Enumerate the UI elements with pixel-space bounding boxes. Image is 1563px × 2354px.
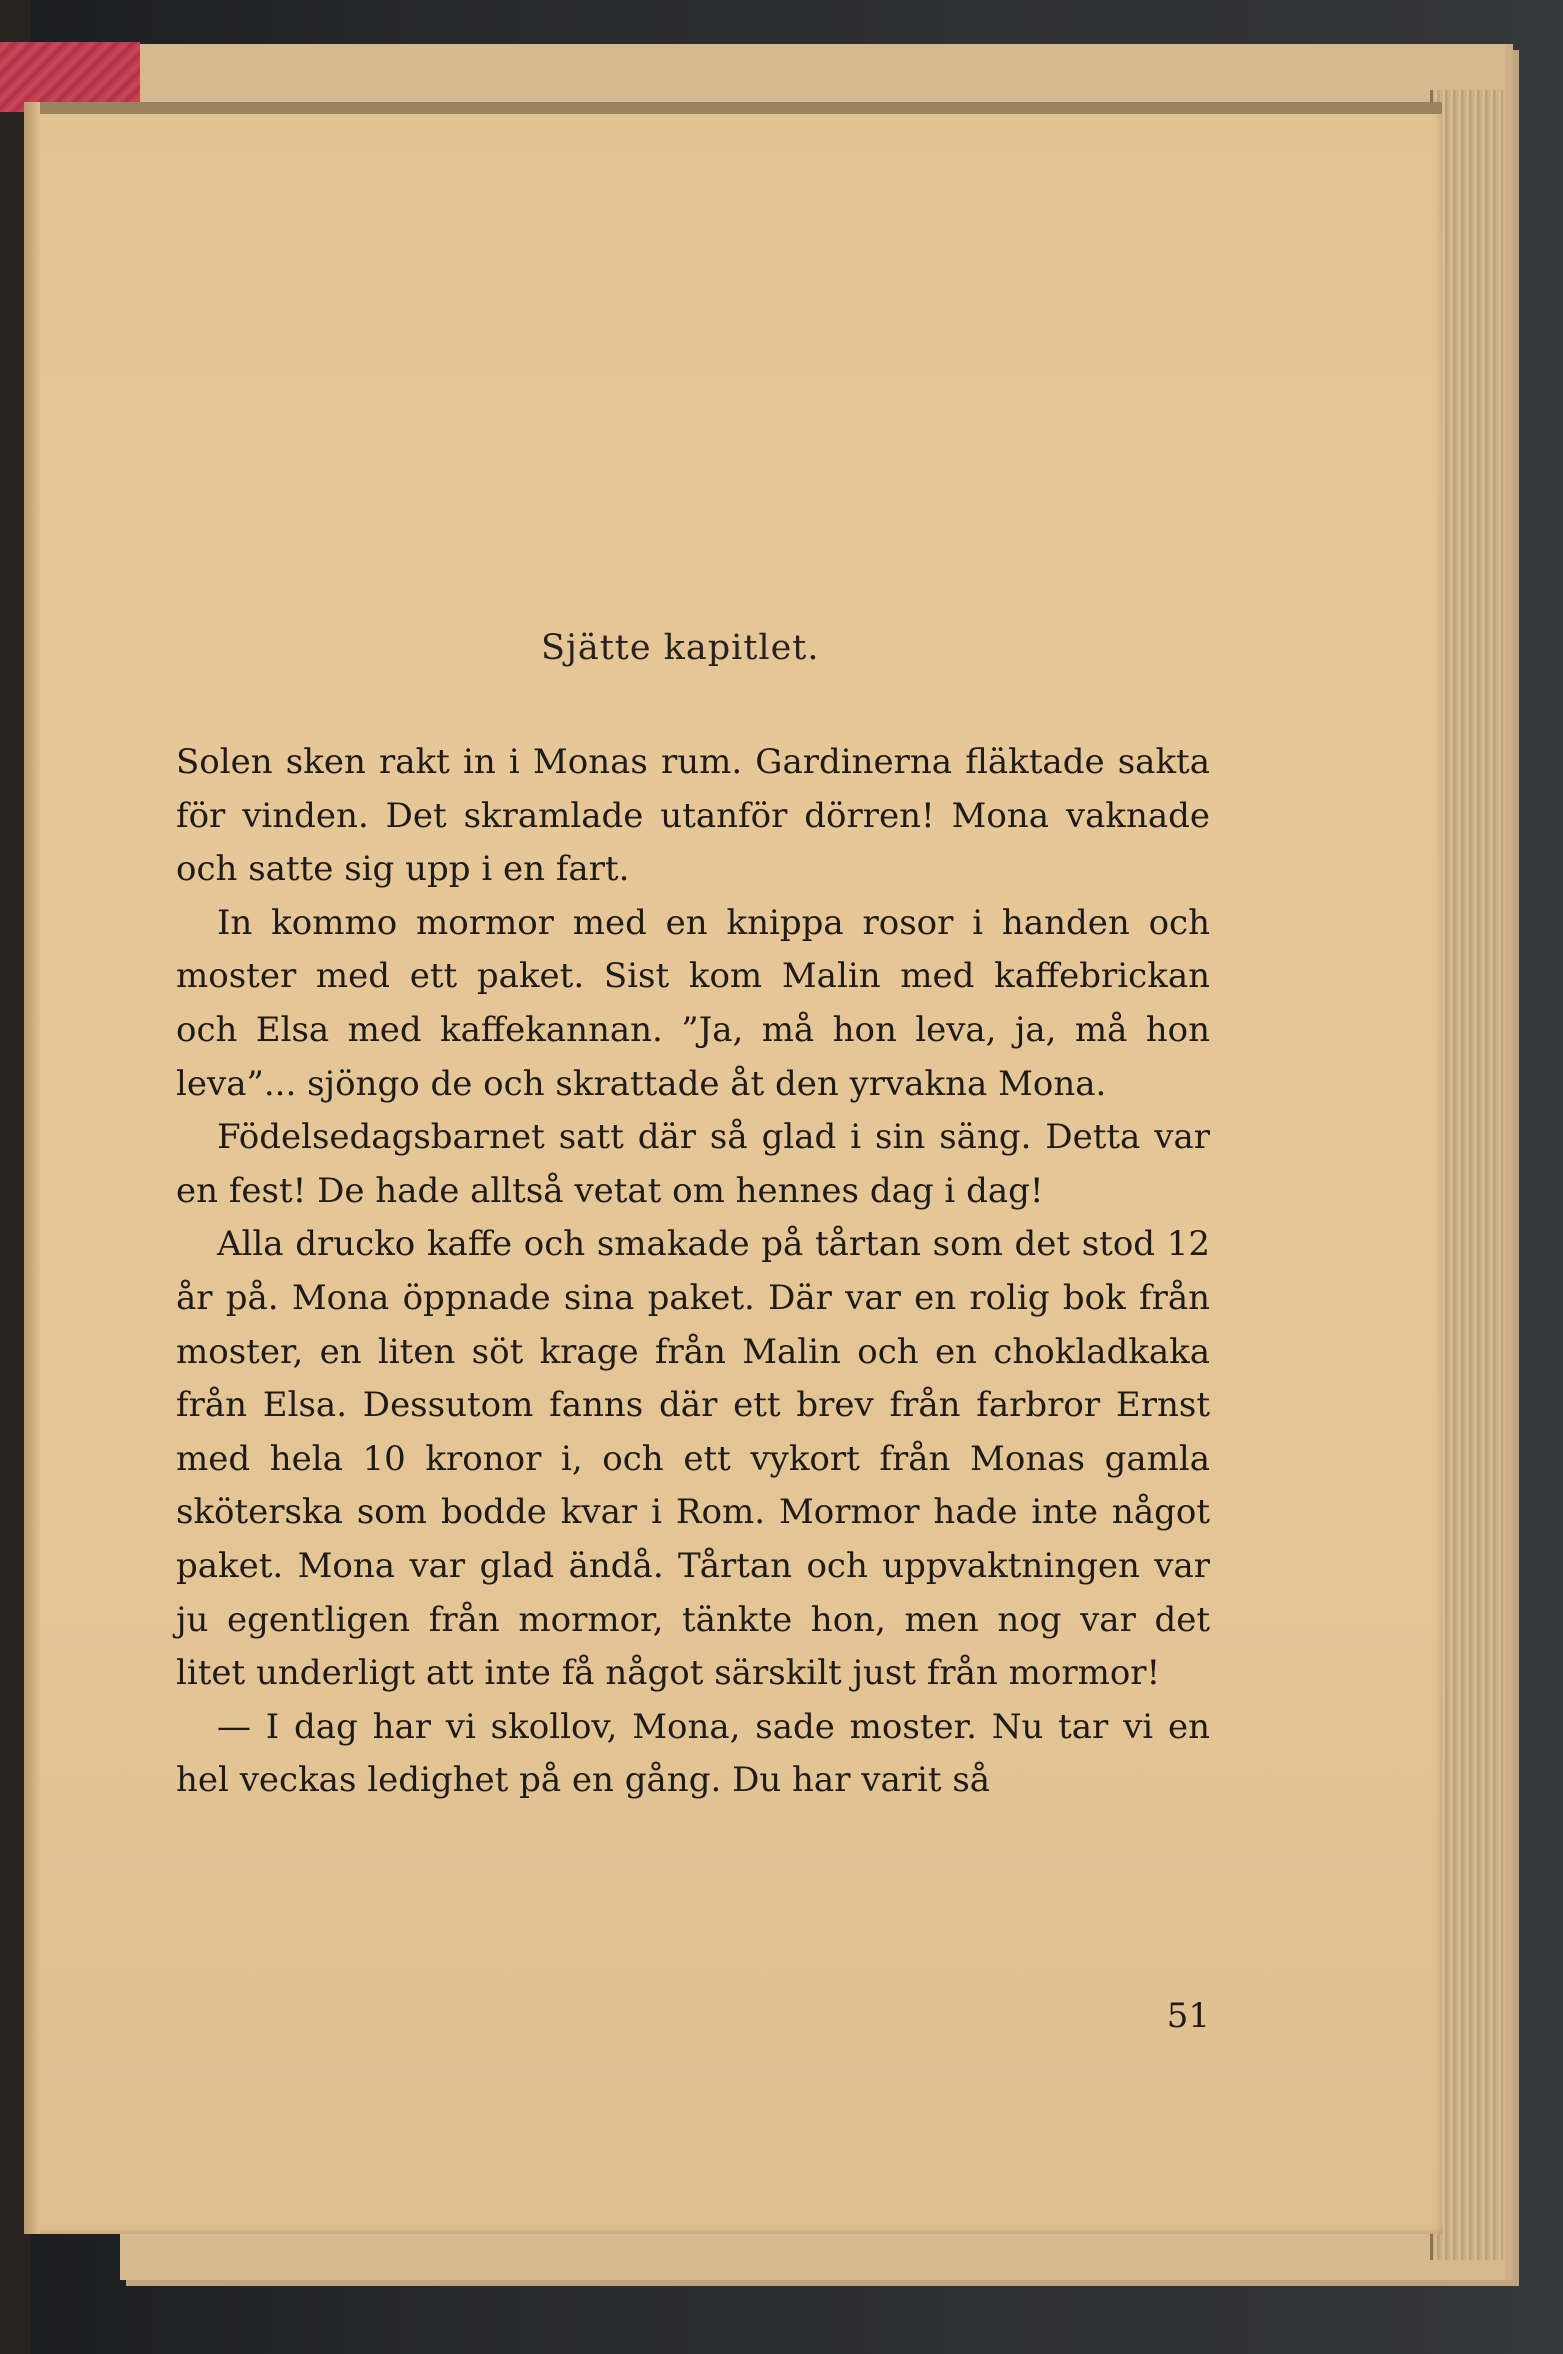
paragraph: — I dag har vi skollov, Mona, sade moster. Nu tar vi en hel veckas ledighet på en gång. Du har varit så xyxy=(176,1706,1210,1801)
paragraph: Födelsedagsbarnet satt där så glad i sin säng. Detta var en fest! De hade alltså vetat om hennes dag i dag! xyxy=(176,1117,1210,1211)
page-number: 51 xyxy=(1166,1996,1210,2036)
page-gutter xyxy=(24,102,40,2234)
page-top-edge xyxy=(24,102,1442,114)
paragraph: Solen sken rakt in i Monas rum. Gardinerna fläktade sakta för vinden. Det skramlade utanför dörren! Mona vaknade och satte sig upp i en fart. xyxy=(176,742,1210,890)
body-text xyxy=(176,736,1210,1808)
paragraph: Alla drucko kaffe och smakade på tårtan som det stod 12 år på. Mona öppnade sina paket. Där var en rolig bok från moster, en liten söt krage från Malin och en chokladkaka från Elsa. Dessutom fanns där ett brev från farbror Ernst med hela 10 kronor i, och ett vykort från Monas gamla sköterska som bodde kvar i Rom. Mormor hade inte något paket. Mona var glad ändå. Tårtan och uppvaktningen var ju egentligen från mormor, tänkte hon, men nog var det litet underligt att inte få något särskilt just från mormor! xyxy=(176,1224,1210,1694)
paragraph: In kommo mormor med en knippa rosor i handen och moster med ett paket. Sist kom Malin med kaffebrickan och Elsa med kaffekannan. ”Ja, må hon leva, ja, må hon leva”... sjöngo de och skrattade åt den yrvakna Mona. xyxy=(176,902,1210,1104)
chapter-title: Sjätte kapitlet. xyxy=(541,628,820,668)
